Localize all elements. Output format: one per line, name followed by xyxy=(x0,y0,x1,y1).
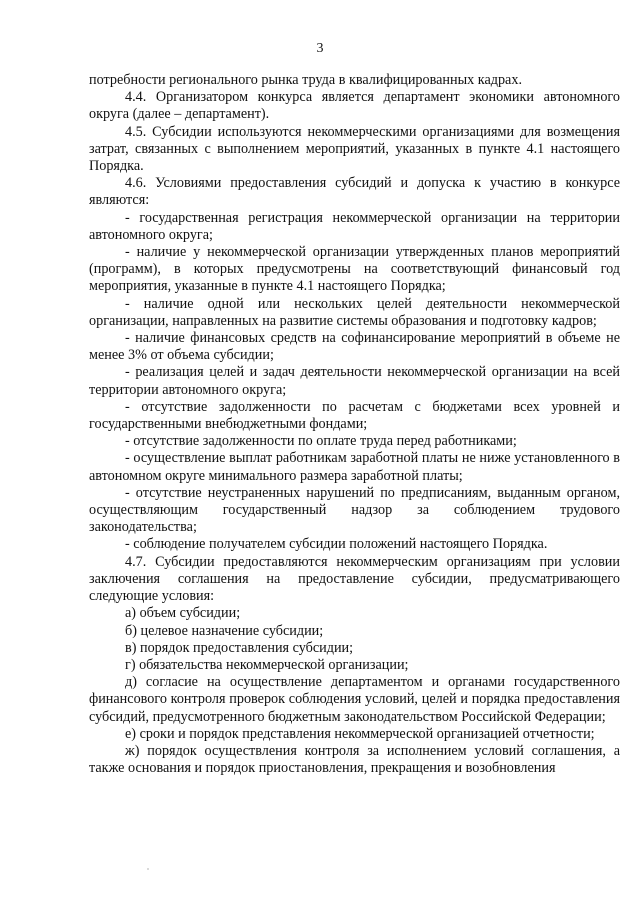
paragraph: - соблюдение получателем субсидии положений настоящего Порядка. xyxy=(125,536,548,553)
paragraph: 4.6. Условиями предоставления субсидий и допуска к участию в конкурсе являются: xyxy=(89,175,620,209)
paragraph: е) сроки и порядок представления некоммерческой организацией отчетности; xyxy=(125,725,595,742)
paragraph: 4.5. Субсидии используются некоммерческими организациями для возмещения затрат, связанных с выполнением мероприятий, указанных в пункте 4.1 настоящего Порядка. xyxy=(89,123,620,175)
paragraph: - отсутствие задолженности по расчетам с бюджетами всех уровней и государственными внебюджетными фондами; xyxy=(89,398,620,433)
paragraph: ж) порядок осуществления контроля за исполнением условий соглашения, а также основания и порядок приостановления, прекращения и возобновления xyxy=(89,742,620,777)
page-number: 3 xyxy=(316,41,324,56)
paragraph: - наличие у некоммерческой организации утвержденных планов мероприятий (программ), в которых предусмотрены на соответствующий финансовый год мероприятия, указанные в пункте 4.1 настоящего Порядка; xyxy=(89,244,620,295)
paragraph: а) объем субсидии; xyxy=(125,605,241,622)
document-body xyxy=(89,72,620,777)
paragraph: г) обязательства некоммерческой организации; xyxy=(125,656,409,673)
paragraph: б) целевое назначение субсидии; xyxy=(125,622,324,639)
paragraph: - отсутствие задолженности по оплате труда перед работниками; xyxy=(125,433,517,450)
paragraph: - наличие одной или нескольких целей деятельности некоммерческой организации, направленных на развитие системы образования и подготовку кадров; xyxy=(89,295,620,329)
paragraph: - государственная регистрация некоммерческой организации на территории автономного округа; xyxy=(89,209,620,243)
paragraph: в) порядок предоставления субсидии; xyxy=(125,639,354,656)
paragraph: - осуществление выплат работникам заработной платы не ниже установленного в автономном округе минимального размера заработной платы; xyxy=(89,450,620,484)
scan-speck xyxy=(147,868,149,870)
paragraph: д) согласие на осуществление департаментом и органами государственного финансового контроля проверок соблюдения условий, целей и порядка предоставления субсидий, предусмотренного бюджетным законодательством Российской Федерации; xyxy=(89,674,620,725)
paragraph: потребности регионального рынка труда в квалифицированных кадрах. xyxy=(89,72,522,88)
paragraph: - отсутствие неустраненных нарушений по предписаниям, выданным органом, осуществляющим государственный надзор за соблюдением трудового законодательства; xyxy=(89,484,620,536)
paragraph: 4.4. Организатором конкурса является департамент экономики автономного округа (далее – департамент). xyxy=(89,89,620,123)
paragraph: - наличие финансовых средств на софинансирование мероприятий в объеме не менее 3% от объема субсидии; xyxy=(89,330,620,364)
paragraph: 4.7. Субсидии предоставляются некоммерческим организациям при условии заключения соглашения на предоставление субсидии, предусматривающего следующие условия: xyxy=(89,553,620,605)
paragraph: - реализация целей и задач деятельности некоммерческой организации на всей территории автономного округа; xyxy=(89,364,620,398)
